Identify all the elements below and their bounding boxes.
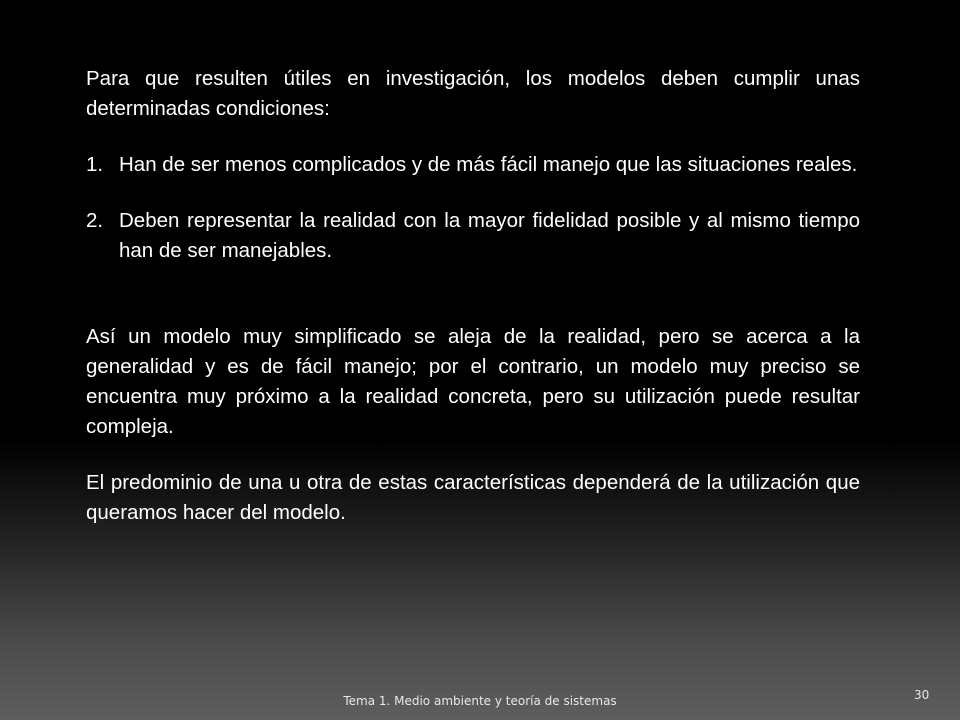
page-number: 30: [914, 688, 930, 702]
condition-number: 1.: [86, 153, 104, 176]
footer-title: Tema 1. Medio ambiente y teoría de sistemas: [343, 694, 617, 708]
condition-text: Deben representar la realidad con la mayor fidelidad posible y al mismo tiempo han de ser manejables.: [119, 209, 860, 262]
spacer: [86, 180, 860, 206]
condition-item-2: [86, 206, 860, 266]
conclusion-paragraph: El predominio de una u otra de estas características dependerá de la utilización que queramos hacer del modelo.: [86, 471, 860, 524]
conditions-list: [86, 150, 860, 266]
condition-text: Han de ser menos complicados y de más fácil manejo que las situaciones reales.: [119, 153, 858, 176]
spacer: [86, 442, 860, 468]
condition-number: 2.: [86, 209, 104, 232]
slide-body: [86, 64, 860, 528]
intro-paragraph: Para que resulten útiles en investigación, los modelos deben cumplir unas determinadas condiciones:: [86, 67, 860, 120]
spacer: [86, 124, 860, 150]
condition-item-1: [86, 150, 860, 180]
spacer: [86, 266, 860, 322]
explanation-paragraph: Así un modelo muy simplificado se aleja de la realidad, pero se acerca a la generalidad y es de fácil manejo; por el contrario, un modelo muy preciso se encuentra muy próximo a la realidad concreta, pero su utilización puede resultar compleja.: [86, 325, 860, 438]
